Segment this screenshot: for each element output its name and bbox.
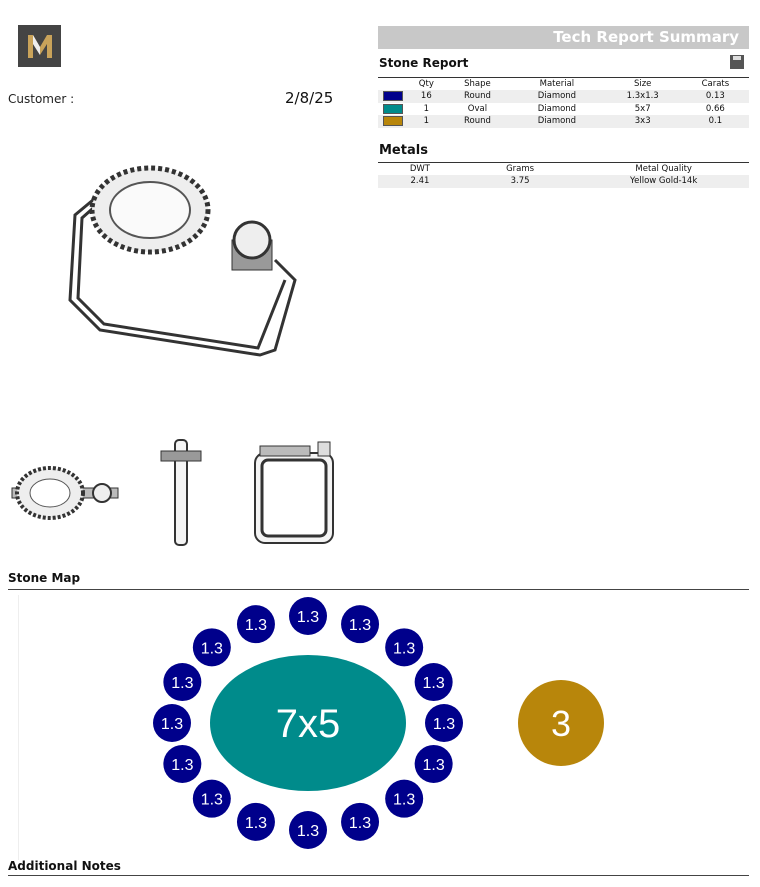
- qty: 1: [423, 103, 430, 114]
- halo-stone: [415, 745, 453, 783]
- halo-stone: [289, 811, 327, 849]
- halo-stone-label: 1.3: [200, 640, 223, 658]
- size: 3x3: [634, 116, 651, 127]
- grams: 3.75: [510, 176, 530, 187]
- size: 5x7: [634, 103, 651, 114]
- halo-stone: [425, 704, 463, 742]
- halo-stone-label: 1.3: [160, 716, 184, 733]
- halo-stone-label: 1.3: [393, 791, 416, 809]
- color-swatch: [383, 116, 403, 126]
- material: Diamond: [537, 116, 577, 127]
- halo-stone: [289, 597, 327, 635]
- shape: Round: [463, 91, 491, 102]
- halo-stone-label: 1.3: [422, 756, 445, 774]
- halo-stone-label: 1.3: [171, 675, 194, 693]
- shape: Round: [463, 116, 491, 127]
- divider: [8, 875, 749, 876]
- halo-stone-label: 1.3: [296, 609, 320, 626]
- col-grams: Grams: [506, 164, 535, 174]
- metal-quality: Yellow Gold-14k: [630, 176, 698, 187]
- ring-perspective-render: [60, 150, 320, 365]
- halo-stone: [163, 745, 201, 783]
- ring-side-view-render: [155, 435, 205, 550]
- metals-table: [378, 162, 749, 188]
- logo: [18, 25, 61, 67]
- stone-map: [0, 590, 760, 855]
- col-carats: Carats: [701, 79, 730, 89]
- halo-stone-label: 1.3: [432, 716, 456, 733]
- center-stone-label: 7x5: [275, 702, 341, 746]
- ring-front-view-render: [250, 438, 340, 548]
- qty: 16: [420, 91, 432, 102]
- halo-stone: [341, 803, 379, 841]
- col-material: Material: [539, 79, 575, 89]
- size: 1.3x1.3: [626, 91, 659, 102]
- halo-stone-label: 1.3: [393, 640, 416, 658]
- col-shape: Shape: [464, 79, 491, 89]
- halo-stone-label: 1.3: [171, 756, 194, 774]
- halo-stone-label: 1.3: [244, 814, 268, 832]
- additional-notes-title: Additional Notes: [8, 859, 121, 873]
- halo-stone: [153, 704, 191, 742]
- halo-stone-label: 1.3: [244, 617, 268, 635]
- side-stone-label: 3: [550, 703, 572, 744]
- color-swatch: [383, 104, 403, 114]
- table-row: [378, 103, 749, 116]
- material: Diamond: [537, 103, 577, 114]
- halo-stone: [341, 605, 379, 643]
- color-swatch: [383, 91, 403, 101]
- halo-stone-label: 1.3: [348, 617, 372, 635]
- shape: Oval: [467, 103, 488, 114]
- table-row: [378, 90, 749, 103]
- halo-stone: [385, 628, 423, 666]
- carats: 0.1: [708, 116, 723, 127]
- halo-stone-label: 1.3: [422, 675, 445, 693]
- halo-stone: [193, 780, 231, 818]
- halo-stone: [193, 628, 231, 666]
- col-metal-quality: Metal Quality: [635, 164, 692, 174]
- stone-report-table: [378, 77, 749, 128]
- halo-stone: [385, 780, 423, 818]
- stone-map-title: Stone Map: [8, 571, 81, 585]
- halo-stone: [237, 605, 275, 643]
- col-dwt: DWT: [409, 164, 430, 174]
- carats: 0.13: [705, 91, 725, 102]
- halo-stone-label: 1.3: [296, 823, 320, 840]
- report-date: 2/8/25: [285, 89, 334, 107]
- halo-stone-label: 1.3: [200, 791, 223, 809]
- col-qty: Qty: [418, 79, 434, 89]
- summary-title: Tech Report Summary: [378, 26, 749, 49]
- stone-report-title: Stone Report: [379, 56, 469, 70]
- customer-label: Customer :: [8, 92, 75, 106]
- halo-stone: [163, 663, 201, 701]
- halo-stone-label: 1.3: [348, 814, 372, 832]
- col-size: Size: [633, 79, 652, 89]
- metals-title: Metals: [379, 143, 428, 158]
- save-icon[interactable]: [730, 55, 744, 69]
- halo-stone: [415, 663, 453, 701]
- material: Diamond: [537, 91, 577, 102]
- qty: 1: [423, 116, 430, 127]
- halo-stone: [237, 803, 275, 841]
- dwt: 2.41: [410, 176, 430, 187]
- logo-m-icon: [25, 33, 55, 59]
- ring-top-view-render: [10, 460, 120, 530]
- carats: 0.66: [705, 103, 725, 114]
- table-row: [378, 175, 749, 188]
- table-row: [378, 115, 749, 128]
